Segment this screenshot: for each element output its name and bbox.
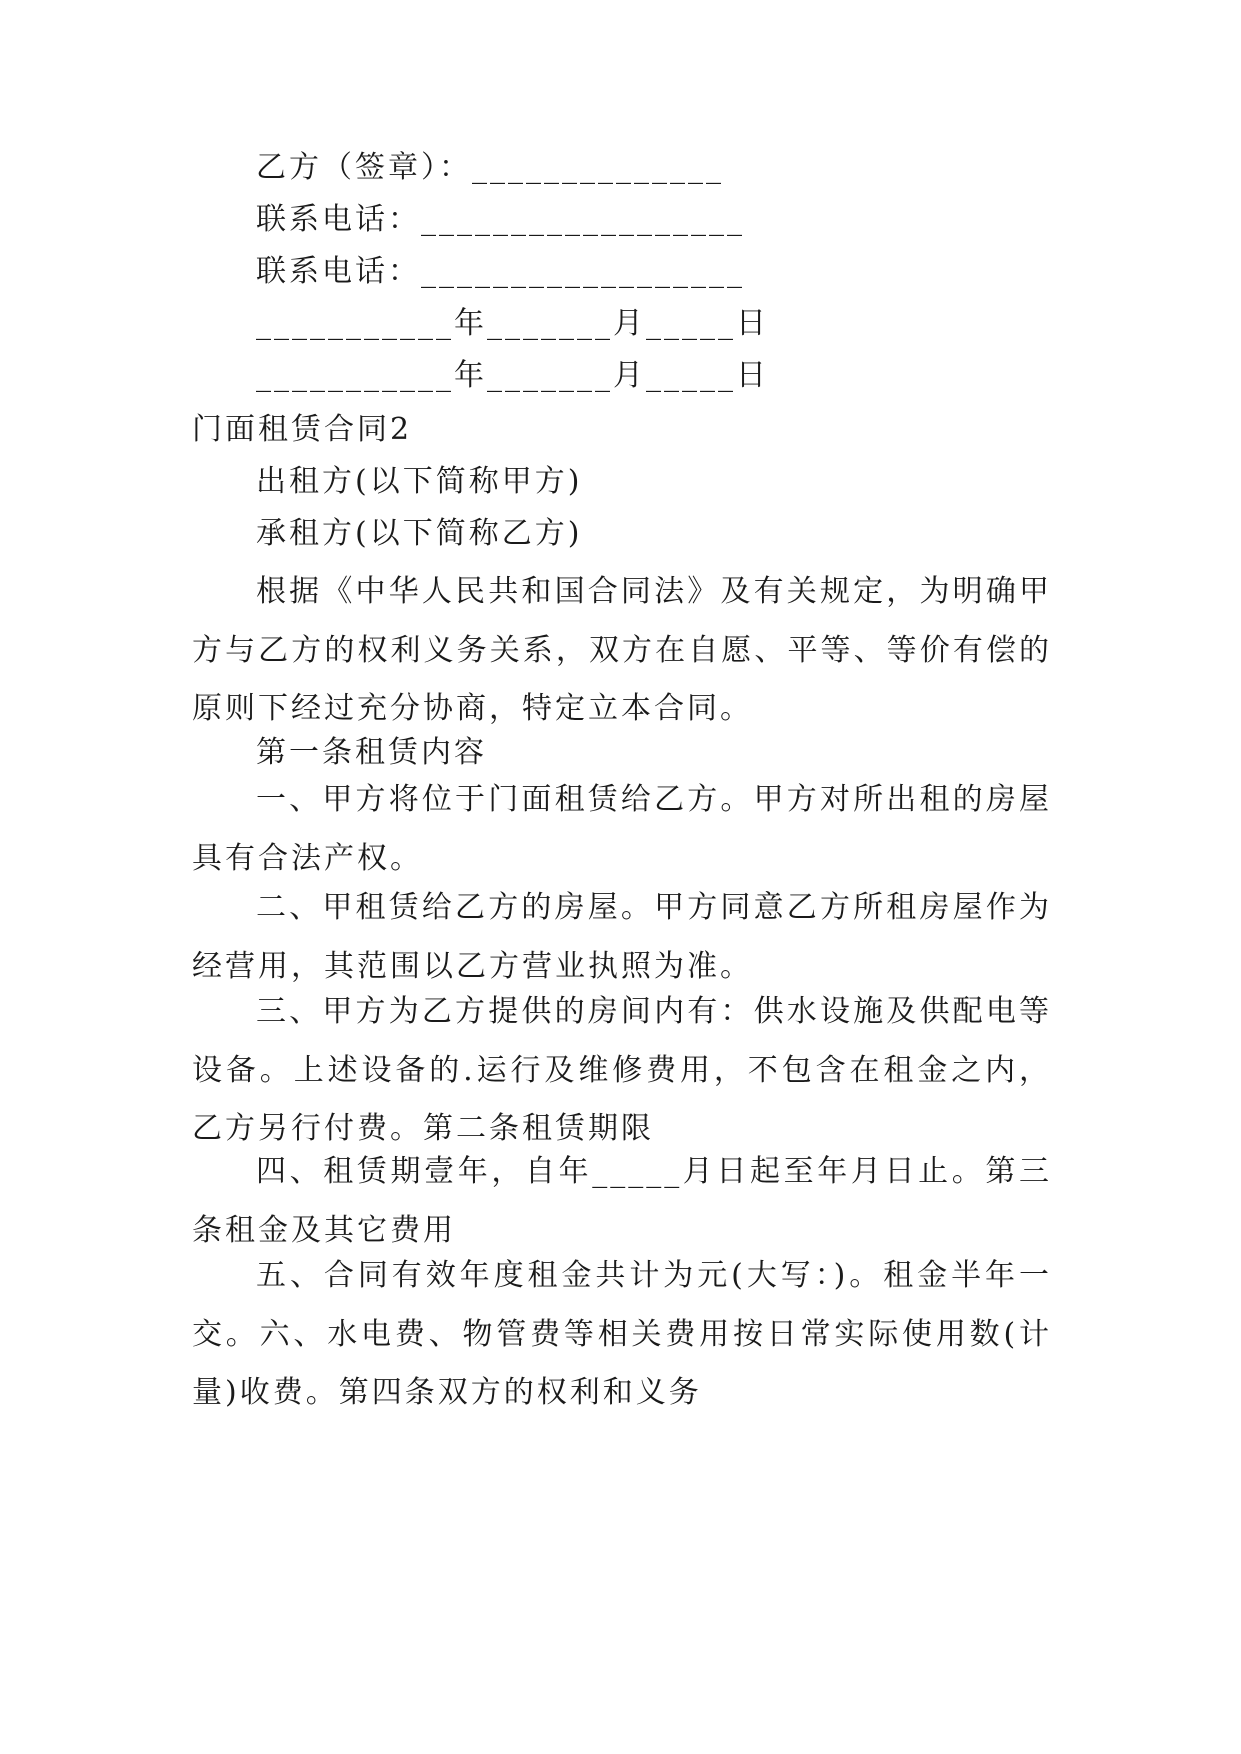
date-line-1: ___________年_______月_____日 [256,306,769,341]
article-1-heading: 第一条租赁内容 [256,735,487,770]
clause-2-paragraph: 二、甲租赁给乙方的房屋。甲方同意乙方所租房屋作为经营用，其范围以乙方营业执照为准。 [192,890,1052,984]
clause-1-paragraph: 一、甲方将位于门面租赁给乙方。甲方对所出租的房屋具有合法产权。 [192,782,1052,876]
lessee-line: 承租方(以下简称乙方) [256,516,583,551]
clause-5-paragraph: 五、合同有效年度租金共计为元(大写：)。租金半年一交。六、水电费、物管费等相关费用按日常实际使用数(计量)收费。第四条双方的权利和义务 [192,1258,1052,1410]
contact-phone-line-1: 联系电话：__________________ [256,202,745,237]
contract-title: 门面租赁合同2 [192,412,413,447]
clause-4-paragraph: 四、租赁期壹年，自年_____月日起至年月日止。第三条租金及其它费用 [192,1154,1052,1248]
party-b-signature-line: 乙方（签章）：______________ [256,150,724,185]
preamble-paragraph: 根据《中华人民共和国合同法》及有关规定，为明确甲方与乙方的权利义务关系，双方在自愿、平等、等价有偿的原则下经过充分协商，特定立本合同。 [192,574,1052,726]
contact-phone-line-2: 联系电话：__________________ [256,254,745,289]
date-line-2: ___________年_______月_____日 [256,358,769,393]
lessor-line: 出租方(以下简称甲方) [256,464,583,499]
clause-3-paragraph: 三、甲方为乙方提供的房间内有：供水设施及供配电等设备。上述设备的.运行及维修费用，不包含在租金之内，乙方另行付费。第二条租赁期限 [192,994,1052,1146]
